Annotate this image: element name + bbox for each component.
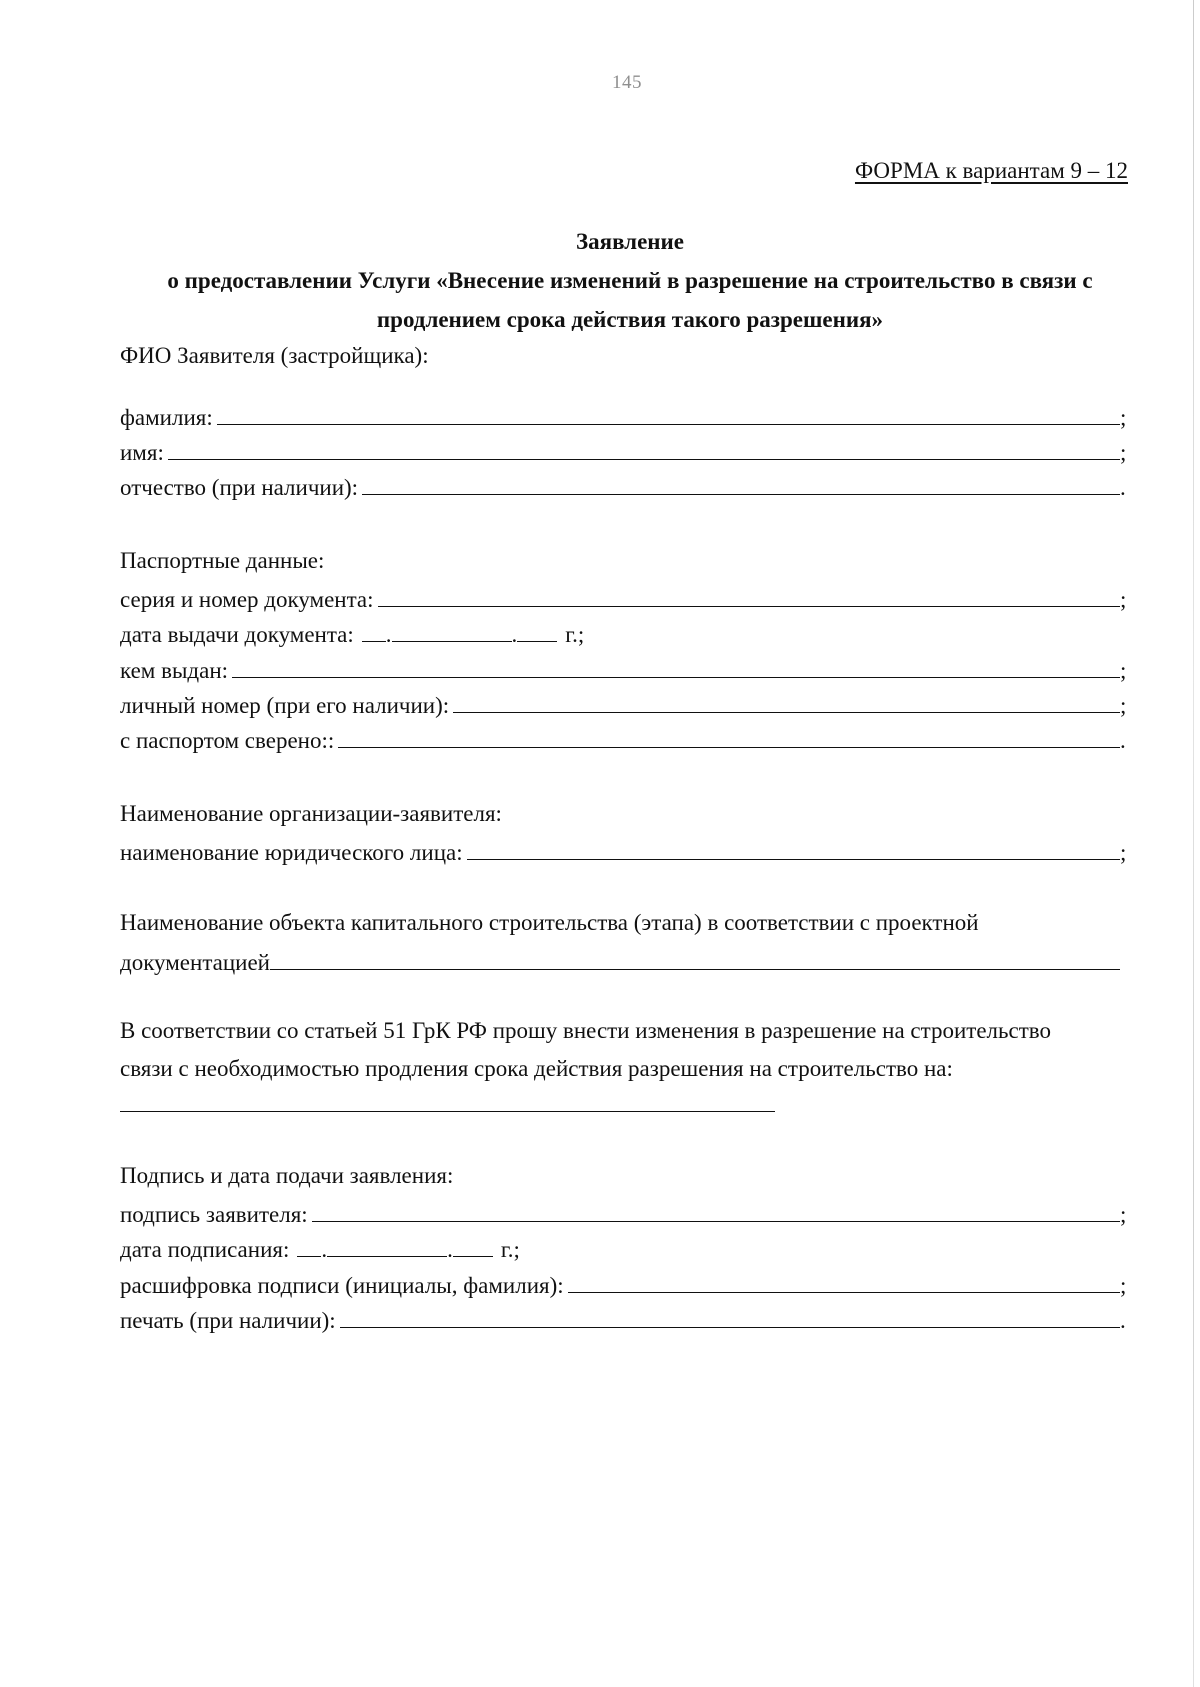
- personal-number-label: личный номер (при его наличии):: [120, 693, 450, 718]
- dot: .: [321, 1237, 328, 1262]
- personal-number-field[interactable]: [120, 685, 1130, 719]
- organization-heading: Наименование организации-заявителя:: [120, 801, 502, 826]
- seal-field[interactable]: [120, 1300, 1130, 1334]
- surname-line[interactable]: [217, 424, 1120, 425]
- patronymic-label: отчество (при наличии):: [120, 475, 359, 500]
- series-field[interactable]: [120, 579, 1130, 613]
- seal-label: печать (при наличии):: [120, 1308, 336, 1333]
- personal-number-line[interactable]: [453, 712, 1120, 713]
- semicolon: ;: [1120, 1202, 1127, 1227]
- period: .: [1120, 475, 1126, 500]
- title-line-3: продлением срока действия такого разрешения»: [376, 307, 884, 332]
- request-paragraph: [120, 1012, 1120, 1088]
- semicolon: ;: [1120, 587, 1127, 612]
- signature-label: подпись заявителя:: [120, 1202, 308, 1227]
- page-edge: [1193, 0, 1194, 1687]
- semicolon: ;: [1120, 840, 1127, 865]
- name-label: имя:: [120, 440, 164, 465]
- issued-by-label: кем выдан:: [120, 658, 229, 683]
- request-line-1: В соответствии со статьей 51 ГрК РФ прошу внести изменения в разрешение на строительство: [120, 1018, 1051, 1043]
- issued-by-field[interactable]: [120, 650, 1130, 684]
- day-blank[interactable]: [362, 641, 386, 642]
- issue-date-label: дата выдачи документа:: [120, 622, 354, 647]
- year-blank[interactable]: [453, 1256, 493, 1257]
- verified-line[interactable]: [338, 747, 1120, 748]
- period: .: [1120, 1308, 1126, 1333]
- semicolon: ;: [1120, 405, 1127, 430]
- legal-entity-label: наименование юридического лица:: [120, 840, 463, 865]
- semicolon: ;: [1120, 440, 1127, 465]
- signature-heading: Подпись и дата подачи заявления:: [120, 1163, 454, 1188]
- dot: .: [511, 622, 518, 647]
- patronymic-line[interactable]: [362, 494, 1120, 495]
- title-line-1: Заявление: [575, 229, 685, 254]
- legal-entity-field[interactable]: [120, 832, 1130, 866]
- period: .: [1120, 728, 1126, 753]
- decoding-label: расшифровка подписи (инициалы, фамилия):: [120, 1273, 564, 1298]
- request-line-2: связи с необходимостью продления срока действия разрешения на строительство на:: [120, 1056, 953, 1081]
- semicolon: ;: [1120, 658, 1127, 683]
- request-term-line[interactable]: [120, 1111, 775, 1112]
- year-blank[interactable]: [517, 641, 557, 642]
- issue-date-field[interactable]: [120, 614, 584, 648]
- name-field[interactable]: [120, 432, 1130, 466]
- month-blank[interactable]: [392, 641, 512, 642]
- month-blank[interactable]: [327, 1256, 447, 1257]
- dot: .: [385, 622, 392, 647]
- object-line-1: Наименование объекта капитального строительства (этапа) в соответствии с проектной: [120, 910, 979, 935]
- patronymic-field[interactable]: [120, 467, 1130, 501]
- document-title: [130, 222, 1130, 339]
- dot: .: [447, 1237, 453, 1262]
- passport-heading: Паспортные данные:: [120, 548, 325, 573]
- surname-field[interactable]: [120, 397, 1130, 431]
- series-line[interactable]: [378, 606, 1120, 607]
- signing-date-label: дата подписания:: [120, 1237, 290, 1262]
- form-reference: ФОРМА к вариантам 9 – 12: [854, 158, 1128, 183]
- applicant-heading: ФИО Заявителя (застройщика):: [120, 343, 429, 368]
- series-label: серия и номер документа:: [120, 587, 374, 612]
- seal-line[interactable]: [340, 1327, 1120, 1328]
- decoding-field[interactable]: [120, 1265, 1130, 1299]
- year-suffix: г.;: [565, 622, 585, 647]
- verified-field[interactable]: [120, 720, 1130, 754]
- issued-by-line[interactable]: [232, 677, 1120, 678]
- legal-entity-line[interactable]: [467, 859, 1120, 860]
- day-blank[interactable]: [297, 1256, 321, 1257]
- signature-line[interactable]: [312, 1221, 1120, 1222]
- object-line[interactable]: [270, 969, 1120, 970]
- semicolon: ;: [1120, 693, 1127, 718]
- object-field[interactable]: [120, 942, 1130, 976]
- name-line[interactable]: [168, 459, 1120, 460]
- page-number: 145: [612, 72, 642, 93]
- decoding-line[interactable]: [568, 1292, 1120, 1293]
- semicolon: ;: [1120, 1273, 1127, 1298]
- title-line-2: о предоставлении Услуги «Внесение изменений в разрешение на строительство в связи с: [167, 268, 1093, 293]
- signing-date-field[interactable]: [120, 1229, 520, 1263]
- verified-label: с паспортом сверено::: [120, 728, 335, 753]
- surname-label: фамилия:: [120, 405, 213, 430]
- year-suffix: г.;: [500, 1237, 520, 1262]
- signature-field[interactable]: [120, 1194, 1130, 1228]
- object-label: документацией: [120, 950, 270, 975]
